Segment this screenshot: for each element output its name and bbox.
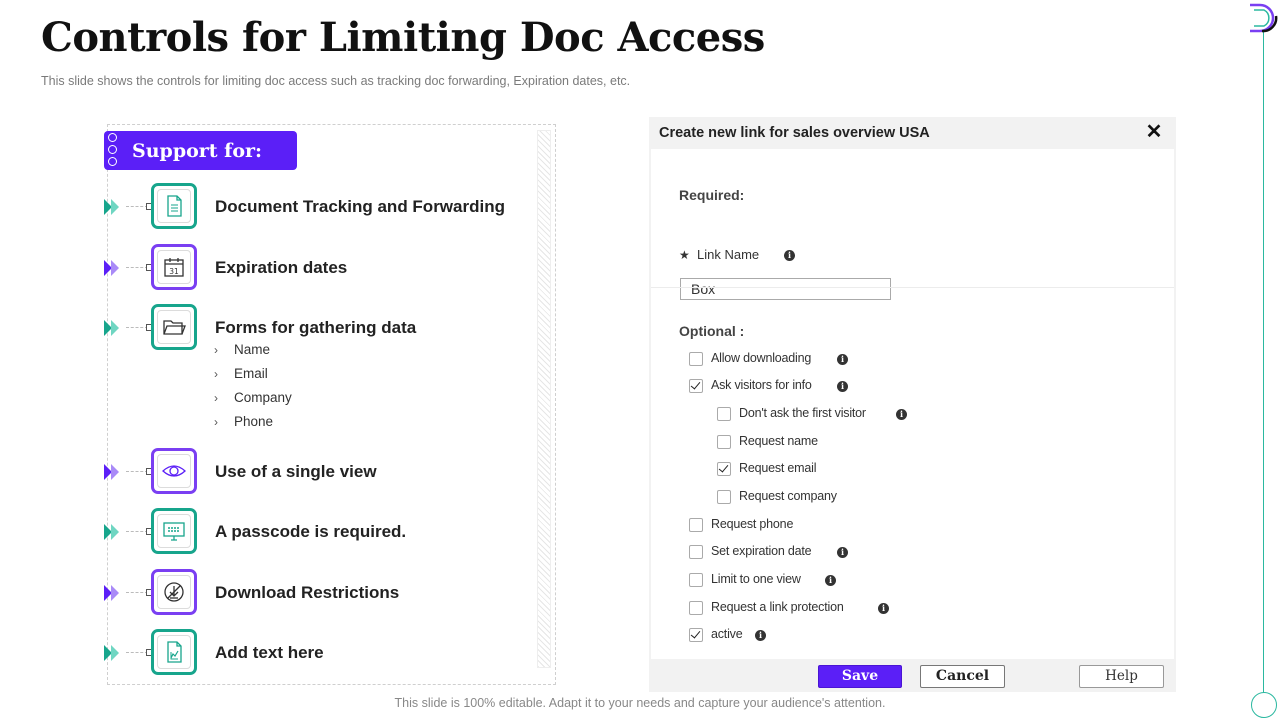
feature-label: A passcode is required. <box>215 522 407 541</box>
checkbox[interactable] <box>689 518 703 532</box>
play-arrow-icon <box>104 260 124 276</box>
feature-label: Expiration dates <box>215 258 348 277</box>
checkbox[interactable] <box>689 573 703 587</box>
info-icon[interactable]: i <box>837 381 848 392</box>
slide-footer: This slide is 100% editable. Adapt it to your needs and capture your audience's attention. <box>394 696 886 710</box>
link-name-input[interactable]: Box <box>680 278 891 300</box>
play-arrow-icon <box>104 645 124 661</box>
save-button[interactable]: Save <box>818 665 902 688</box>
required-star-icon: ★ <box>679 248 690 262</box>
feature-label: Forms for gathering data <box>215 318 417 337</box>
checkbox[interactable] <box>717 407 731 421</box>
chevron-right-icon: › <box>214 343 218 357</box>
list-item: › Phone <box>214 414 274 429</box>
feature-label: Download Restrictions <box>215 583 400 602</box>
play-arrow-icon <box>104 320 124 336</box>
feature-item <box>104 508 544 556</box>
support-heading-tab <box>104 131 297 170</box>
info-icon[interactable]: i <box>784 250 795 261</box>
play-arrow-icon <box>104 464 124 480</box>
chart-document-icon <box>151 629 197 675</box>
info-icon[interactable]: i <box>878 603 889 614</box>
section-divider <box>651 287 1174 288</box>
chevron-right-icon: › <box>214 367 218 381</box>
info-icon[interactable]: i <box>755 630 766 641</box>
feature-item <box>104 448 544 496</box>
document-icon <box>151 183 197 229</box>
checkbox-checked[interactable] <box>689 628 703 642</box>
svg-text:31: 31 <box>169 267 179 276</box>
dialog-body: Required: ★ Link Name i Box Optional : Allow downloading i Ask visitors for info i Don't ask the first visitor i Request name Request email Request company Request phone Set expiration date i Limit to one view i Request a link protection i active i <box>651 149 1174 659</box>
play-arrow-icon <box>104 524 124 540</box>
checkbox[interactable] <box>717 490 731 504</box>
slide-subtitle: This slide shows the controls for limiting doc access such as tracking doc forwarding, Expiration dates, etc. <box>41 74 631 88</box>
binder-holes <box>108 133 118 169</box>
chevron-right-icon: › <box>214 415 218 429</box>
decorative-corner-icon <box>1248 2 1278 34</box>
support-heading: Support for: <box>132 140 263 162</box>
list-item: › Email <box>214 366 268 381</box>
feature-item <box>104 183 544 231</box>
form-field-list <box>214 342 292 438</box>
feature-label: Document Tracking and Forwarding <box>215 197 505 216</box>
play-arrow-icon <box>104 585 124 601</box>
checkbox[interactable] <box>717 435 731 449</box>
close-icon[interactable]: ✕ <box>1145 121 1163 143</box>
folder-icon <box>151 304 197 350</box>
slide-title: Controls for Limiting Doc Access <box>41 14 765 61</box>
info-icon[interactable]: i <box>825 575 836 586</box>
info-icon[interactable]: i <box>896 409 907 420</box>
list-item: › Name <box>214 342 271 357</box>
feature-item <box>104 244 544 292</box>
no-download-icon <box>151 569 197 615</box>
monitor-icon <box>151 508 197 554</box>
eye-icon <box>151 448 197 494</box>
required-section-label: Required: <box>679 187 745 203</box>
decorative-rail-line <box>1263 30 1264 695</box>
list-item: › Company <box>214 390 292 405</box>
checkbox[interactable] <box>689 601 703 615</box>
feature-item <box>104 629 544 677</box>
checkbox-checked[interactable] <box>717 462 731 476</box>
link-name-label: Link Name <box>697 247 760 262</box>
help-button[interactable]: Help <box>1079 665 1164 688</box>
info-icon[interactable]: i <box>837 354 848 365</box>
feature-item <box>104 569 544 617</box>
feature-label: Add text here <box>215 643 324 662</box>
chevron-right-icon: › <box>214 391 218 405</box>
calendar-icon <box>151 244 197 290</box>
cancel-button[interactable]: Cancel <box>920 665 1005 688</box>
optional-section-label: Optional : <box>679 323 745 339</box>
play-arrow-icon <box>104 199 124 215</box>
checkbox-checked[interactable] <box>689 379 703 393</box>
feature-item <box>104 304 544 352</box>
checkbox[interactable] <box>689 545 703 559</box>
feature-label: Use of a single view <box>215 462 377 481</box>
dialog-title: Create new link for sales overview USA <box>659 125 930 141</box>
create-link-dialog <box>649 117 1176 692</box>
checkbox[interactable] <box>689 352 703 366</box>
info-icon[interactable]: i <box>837 547 848 558</box>
